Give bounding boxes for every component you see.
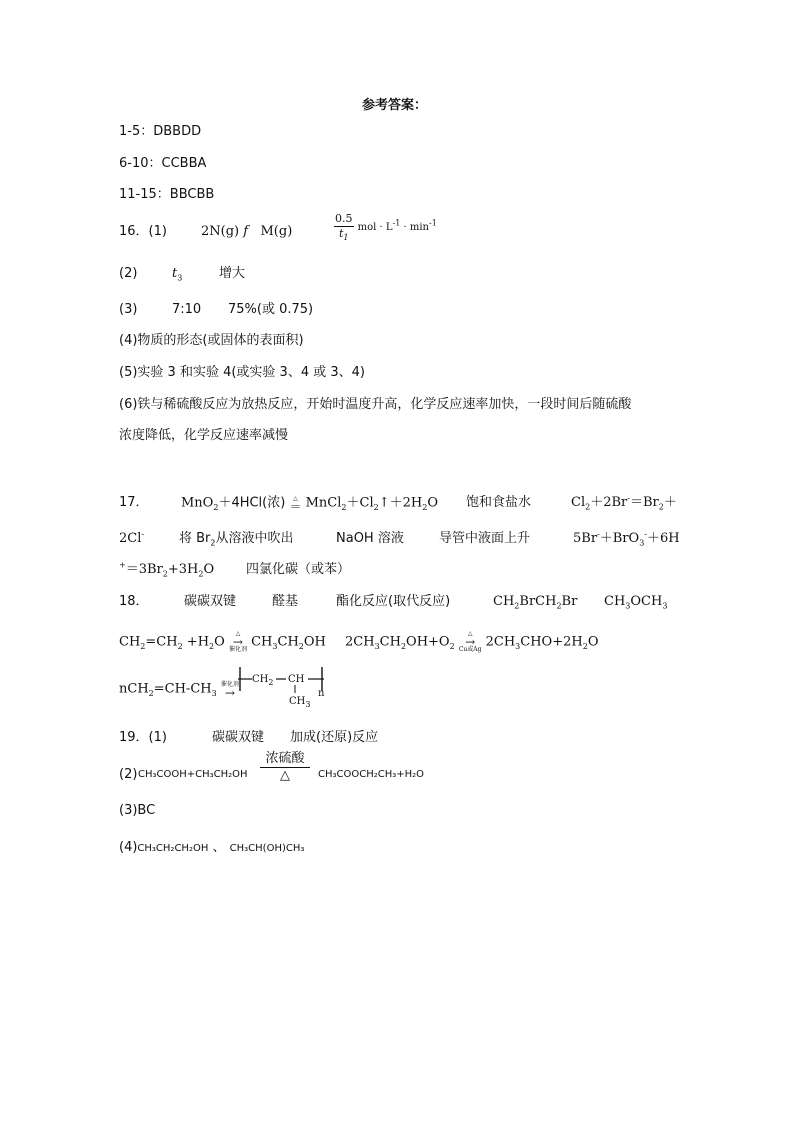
q16-part5: (5)实验 3 和实验 4(或实验 3、4 或 3、4) <box>119 365 365 380</box>
q16-part2-label: (2) <box>119 266 138 281</box>
q16-eq-left: 2N(g) <box>201 224 240 239</box>
q16-rate <box>334 212 437 241</box>
q19-eq-condition: 浓硫酸 △ <box>258 751 312 784</box>
q17-number: 17． <box>119 495 149 510</box>
q17-equation-2a: $Cl_2+2Br^-=Br_2+$ <box>571 493 677 512</box>
q16-part6-line1: (6)铁与稀硫酸反应为放热反应，开始时温度升高，化学反应速率加快，一段时间后随硫酸 <box>119 397 632 412</box>
q16-part3-ratio: 7:10 <box>172 302 202 317</box>
polymer-ch3: $CH_3$ <box>289 696 311 709</box>
q16-part3-percent: 75%(或 0.75) <box>228 302 314 317</box>
mc-answer-11-15: 11-15：BBCBB <box>119 187 215 202</box>
q18-equation-1: $CH_2=CH_2 +H_2O$ △ → 催化剂 $CH_3CH_2OH$ <box>119 630 326 653</box>
page-title: 参考答案： <box>362 98 428 113</box>
q19-part3: (3)BC <box>119 803 156 818</box>
q17-blow-out: 将 $Br_2$从溶液中吹出 <box>179 531 294 548</box>
q17-equation-1: MnO$_2$＋4HCl(浓) △ ＝ $MnCl_2+Cl_2↑+2H_2O$ <box>181 495 438 514</box>
q18-polymer-condition: 催化剂 → <box>220 681 239 700</box>
q18-polymer-structure <box>238 664 328 708</box>
q16-part2-answer: 增大 <box>219 266 246 281</box>
q18-answer-3: 酯化反应(取代反应) <box>336 594 451 609</box>
q17-equation-3b: $^+=3Br_2+3H_2O$ <box>119 560 215 579</box>
q18-answer-5: $CH_3OCH_3$ <box>604 594 668 611</box>
polymer-n: n <box>318 688 325 699</box>
q18-polymer-reactant: $nCH_2=CH-CH_3$ 催化剂 → <box>119 681 239 700</box>
q17-equation-2b: 2Cl- <box>119 529 145 546</box>
q18-equation-2: $2CH_3CH_2OH+O_2$ △ → Cu或Ag $2CH_3CHO+2H_2O$ <box>345 630 599 653</box>
q19-eq-right: CH₃COOCH₂CH₃+H₂O <box>318 769 425 780</box>
q18-answer-4: $CH_2BrCH_2Br$ <box>493 594 578 611</box>
mc-answer-1-5: 1-5：DBBDD <box>119 124 202 139</box>
q18-eq2-condition: △ → Cu或Ag <box>458 630 482 653</box>
q16-part4: (4)物质的形态(或固体的表面积) <box>119 333 304 348</box>
q16-frac-num: 0.5 <box>335 212 353 225</box>
q19-answer-2: 加成(还原)反应 <box>290 730 379 745</box>
q16-eq-right: M(g) <box>260 224 293 239</box>
polymer-ch2: $CH_2$ <box>252 674 274 687</box>
q18-number: 18． <box>119 594 149 609</box>
q16-eq-arrow: f <box>243 224 249 239</box>
q17-naoh: NaOH 溶液 <box>336 531 404 546</box>
polymer-ch: CH <box>288 674 305 685</box>
q16-frac-den: $t_1$ <box>338 227 349 243</box>
q17-saturated-brine: 饱和食盐水 <box>466 495 532 510</box>
q16-part3-label: (3) <box>119 302 138 317</box>
q17-heat-condition: △ ＝ <box>289 495 302 514</box>
q17-tube-level: 导管中液面上升 <box>439 531 531 546</box>
q16-part6-line2: 浓度降低，化学反应速率减慢 <box>119 428 289 443</box>
q16-equation <box>201 224 292 240</box>
q16-rate-fraction <box>334 212 354 241</box>
mc-answer-6-10: 6-10：CCBBA <box>119 156 207 171</box>
q18-answer-2: 醛基 <box>272 594 299 609</box>
q19-eq-left: CH₃COOH+CH₃CH₂OH <box>138 769 248 780</box>
q16-part2-t: $t_3$ <box>172 266 183 283</box>
q19-part4: (4)CH₃CH₂CH₂OH 、 CH₃CH(OH)CH₃ <box>119 840 305 855</box>
q17-ccl4: 四氯化碳（或苯） <box>246 562 351 577</box>
q19-part2-label: (2) <box>119 767 138 782</box>
q17-equation-3a: 5Br-＋BrO$_3$-＋6H <box>573 529 680 548</box>
q18-eq1-condition: △ → 催化剂 <box>228 630 247 653</box>
q19-number: 19．(1) <box>119 730 167 745</box>
q19-answer-1: 碳碳双键 <box>212 730 265 745</box>
q16-rate-unit: mol · $L^{-1} \cdot \min^{-1}$ <box>357 218 437 233</box>
q18-answer-1: 碳碳双键 <box>184 594 237 609</box>
q16-number: 16．(1) <box>119 224 167 239</box>
